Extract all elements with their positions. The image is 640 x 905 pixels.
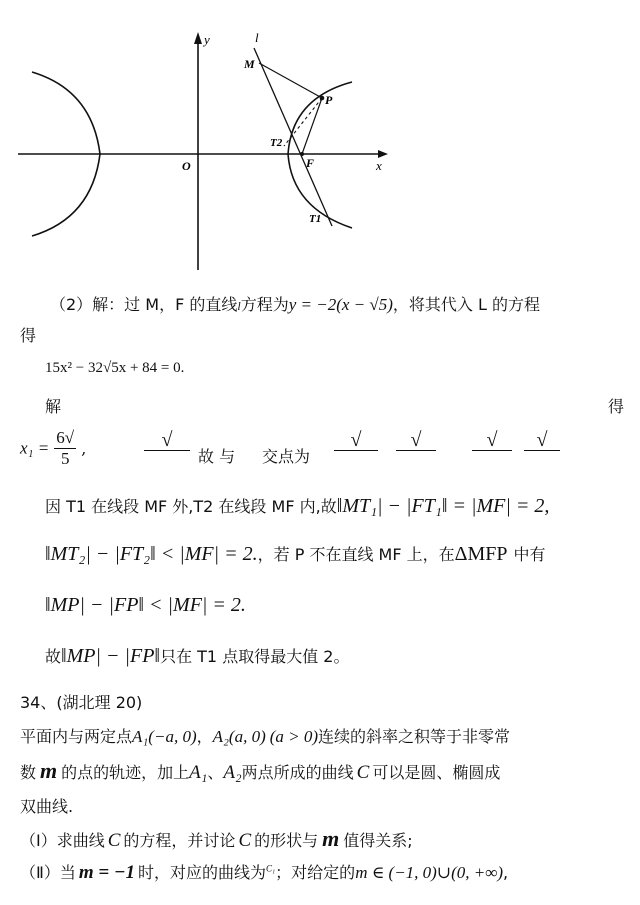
- t2-equation: ‖MT₂| − |FT₂‖ < |MF| = 2.: [45, 543, 258, 565]
- line-l: [254, 48, 332, 226]
- t1-text: 因 T1 在线段 MF 外,T2 在线段 MF 内,故: [45, 497, 337, 516]
- solution-line-1-b: 方程为: [240, 295, 289, 314]
- hyperbola-figure: [12, 18, 392, 280]
- q1-d: 值得关系;: [343, 831, 413, 850]
- q1-C-2: C: [238, 830, 252, 851]
- q2-m-equals: m = −1: [78, 862, 136, 883]
- p1-b: 连续的斜率之积等于非零常: [318, 727, 511, 746]
- q2-b: 时，对应的曲线为: [138, 863, 267, 882]
- q2-a: （Ⅱ）当: [20, 863, 76, 882]
- x1-lhs: x₁ =: [20, 438, 50, 458]
- blank-1: √: [144, 430, 190, 451]
- line-l-symbol: l: [237, 299, 241, 313]
- blank-4: √: [472, 430, 512, 451]
- symbol-C: C: [356, 762, 370, 783]
- q2-c: ；对给定的: [275, 863, 356, 882]
- problem-line-3: 双曲线.: [20, 797, 74, 816]
- x1-numerator: 6√: [56, 428, 75, 447]
- symbol-A2: A₂: [223, 762, 242, 783]
- p2-b: 的点的轨迹，加上: [61, 763, 190, 782]
- problem-line-1: [20, 724, 510, 747]
- triangle-MFP: ΔMFP: [454, 543, 508, 565]
- q1-C-1: C: [107, 830, 121, 851]
- blank-2: √: [334, 430, 378, 451]
- solution-line-1: [50, 292, 540, 315]
- p2-sep: 、: [207, 763, 224, 782]
- solve-right: 得: [608, 397, 625, 416]
- x-axis-arrow-icon: [378, 150, 388, 158]
- label-P: P: [325, 93, 333, 107]
- origin-label: O: [182, 159, 191, 173]
- axis-x-label: x: [376, 158, 382, 173]
- max-line: [45, 644, 349, 668]
- q2-C1: C₁: [266, 863, 276, 874]
- p2-a: 数: [20, 763, 37, 782]
- p-text-a: ，若 P 不在直线 MF 上，在: [257, 545, 455, 564]
- label-l: l: [255, 30, 259, 45]
- max-expression: ‖MP| − |FP‖: [61, 645, 161, 667]
- question-2: [20, 860, 508, 884]
- x1-fraction: [54, 428, 76, 469]
- axis-y-label: y: [204, 32, 210, 47]
- label-T1: T1: [309, 213, 322, 225]
- solve-left: 解: [45, 397, 62, 416]
- blank-5: √: [524, 430, 560, 451]
- quadratic-equation: 15x² − 32√5x + 84 = 0.: [45, 360, 185, 376]
- p2-d: 可以是圆、椭圆成: [372, 763, 501, 782]
- symbol-m: m: [40, 758, 58, 783]
- a-condition: (a > 0): [269, 727, 319, 746]
- q1-b: 的方程，并讨论: [123, 831, 236, 850]
- x1-comma: ,: [81, 439, 87, 458]
- p1-a: 平面内与两定点: [20, 727, 133, 746]
- problem-number: 34、(湖北理 20): [20, 693, 143, 712]
- q2-m-set: m ∈ (−1, 0)∪(0, +∞): [355, 863, 503, 882]
- solution-line-1-a: （2）解：过 M，F 的直线: [50, 295, 238, 314]
- max-text: 只在 T1 点取得最大值 2。: [160, 647, 350, 666]
- gu-yu-text: 故 与: [198, 447, 236, 466]
- point-F: [300, 152, 304, 156]
- point-A1: A₁(−a, 0): [132, 727, 197, 746]
- symbol-A1: A₁: [189, 762, 208, 783]
- p1-comma: ，: [196, 727, 213, 746]
- label-M: M: [244, 57, 255, 71]
- y-axis-arrow-icon: [194, 32, 202, 44]
- x1-solution-row: [20, 428, 86, 469]
- label-F: F: [306, 156, 315, 170]
- mp-inequality: ‖MP| − |FP‖ < |MF| = 2.: [45, 594, 246, 616]
- x1-denominator: 5: [60, 449, 70, 468]
- q1-m: m: [322, 826, 340, 851]
- question-1: [20, 826, 413, 852]
- gu-text: 故: [45, 647, 62, 666]
- line-equation: y = −2(x − √5): [288, 295, 393, 314]
- q1-a: （Ⅰ）求曲线: [20, 831, 105, 850]
- t1-line: [45, 494, 549, 518]
- q2-end: ,: [503, 863, 509, 882]
- p2-c: 两点所成的曲线: [241, 763, 354, 782]
- p-text-b: 中有: [513, 545, 546, 564]
- q1-c: 的形状与: [254, 831, 319, 850]
- problem-line-2: [20, 758, 500, 784]
- jiaodian-text: 交点为: [262, 447, 311, 466]
- solution-line-1-c: ，将其代入 L 的方程: [392, 295, 540, 314]
- t2-line: [45, 542, 546, 566]
- blank-3: √: [396, 430, 436, 451]
- t1-equation: ‖MT₁| − |FT₁‖ = |MF| = 2,: [336, 495, 550, 517]
- point-A2: A₂(a, 0): [212, 727, 266, 746]
- label-T2: T2: [270, 137, 283, 149]
- segment-PF: [302, 98, 322, 154]
- point-P: [320, 96, 325, 101]
- solution-line-1-end: 得: [20, 326, 37, 345]
